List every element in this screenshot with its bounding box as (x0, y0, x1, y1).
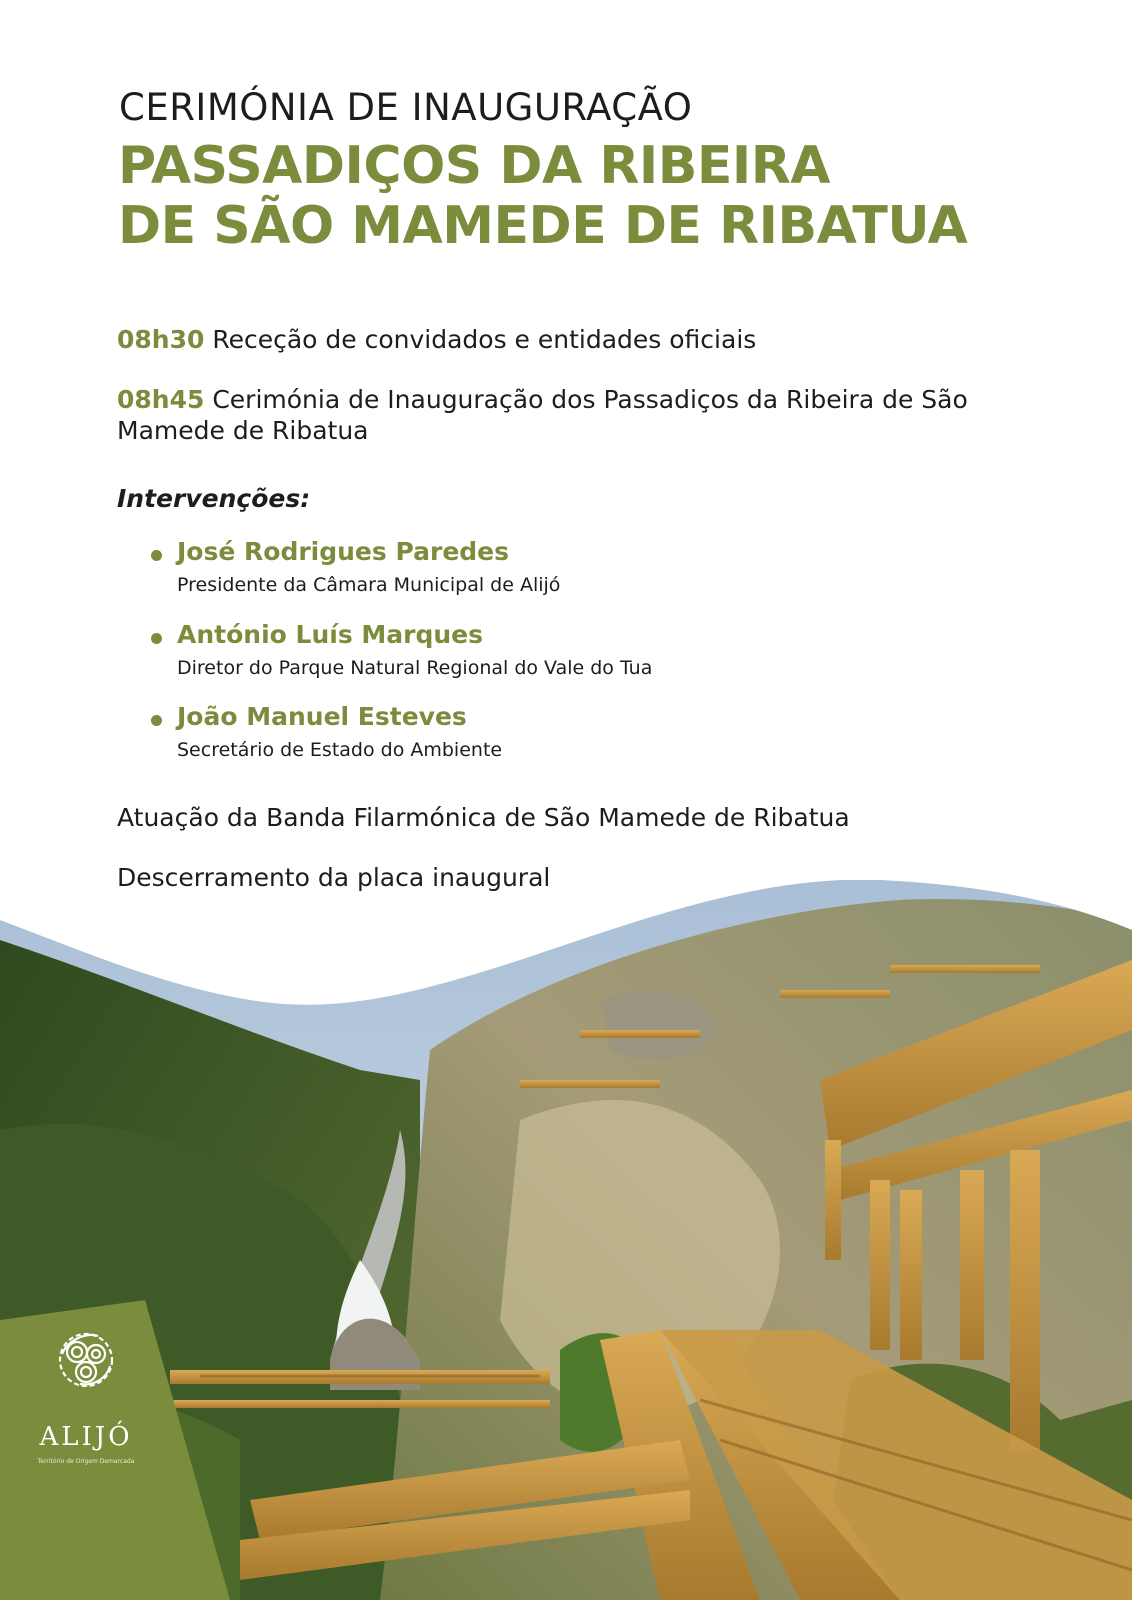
schedule-item (117, 384, 968, 446)
logo-tagline: Território de Origem Demarcada (37, 1458, 135, 1465)
bullet-icon (151, 550, 162, 561)
speaker-name: João Manuel Esteves (177, 702, 467, 731)
event-title-line-1: PASSADIÇOS DA RIBEIRA (118, 136, 831, 196)
schedule-time: 08h45 (117, 385, 205, 414)
schedule-time: 08h30 (117, 325, 205, 354)
event-title (118, 136, 967, 256)
speaker-role: Diretor do Parque Natural Regional do Vale do Tua (177, 657, 653, 679)
schedule-text-continued: Mamede de Ribatua (117, 416, 369, 445)
closing-item: Atuação da Banda Filarmónica de São Mamede de Ribatua (117, 803, 850, 832)
speaker-name: José Rodrigues Paredes (177, 537, 510, 566)
bullet-icon (151, 633, 162, 644)
schedule-text: Receção de convidados e entidades oficiais (212, 325, 757, 354)
speaker-role: Secretário de Estado do Ambiente (177, 739, 503, 761)
speaker-role: Presidente da Câmara Municipal de Alijó (177, 574, 561, 596)
event-kicker: CERIMÓNIA DE INAUGURAÇÃO (119, 86, 693, 129)
closing-item: Descerramento da placa inaugural (117, 863, 551, 892)
event-title-line-2: DE SÃO MAMEDE DE RIBATUA (118, 196, 968, 256)
schedule-item (117, 324, 756, 355)
schedule-text: Cerimónia de Inauguração dos Passadiços da Ribeira de São (212, 385, 968, 414)
alijo-logo (0, 1300, 230, 1600)
interventions-heading: Intervenções: (117, 484, 311, 513)
logo-wordmark: ALIJÓ (39, 1422, 133, 1452)
bullet-icon (151, 715, 162, 726)
speaker-name: António Luís Marques (177, 620, 484, 649)
